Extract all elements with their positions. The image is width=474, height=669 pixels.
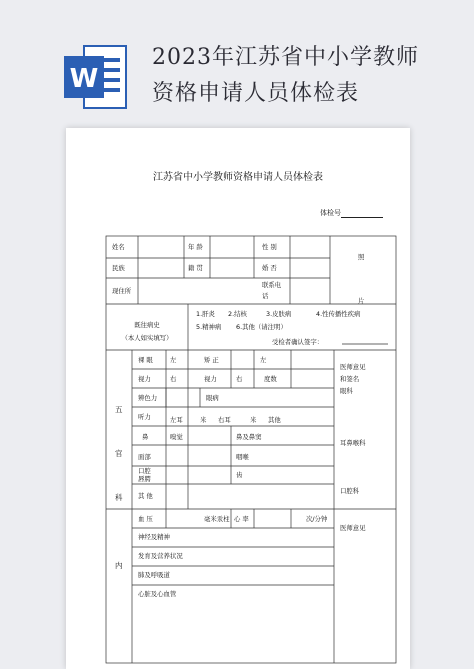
history-other: 6.其他（请注明） <box>236 323 287 331</box>
vision-label-2: 视力 <box>204 375 217 383</box>
hearing-other-label: 其他 <box>268 416 281 424</box>
age-label: 年 龄 <box>188 243 203 251</box>
color-vision-label: 辨色力 <box>138 394 158 402</box>
heart-label: 心脏及心血管 <box>138 590 177 598</box>
degree-label: 度数 <box>264 375 277 383</box>
heart-rate-label: 心 率 <box>234 515 249 523</box>
sinus-label: 鼻及鼻窦 <box>236 433 262 441</box>
vision-label: 视力 <box>138 375 151 383</box>
corrected-right-label: 右 <box>236 375 243 383</box>
ent-dept-label: 耳鼻喉科 <box>340 439 366 447</box>
document-page <box>66 128 410 669</box>
form-title: 江苏省中小学教师资格申请人员体检表 <box>153 172 323 183</box>
bp-label: 血 压 <box>138 515 153 523</box>
address-label: 现住所 <box>112 287 132 295</box>
signature-label: 受检者确认签字： <box>272 338 324 346</box>
right-ear-unit: 米 <box>250 416 257 424</box>
nose-label: 鼻 <box>142 433 149 441</box>
doctor-opinion-label: 医师意见 <box>340 363 366 371</box>
hearing-label: 听力 <box>138 413 151 421</box>
bp-unit: 毫米汞柱 <box>204 515 230 523</box>
senses-section-char-3: 科 <box>115 493 123 502</box>
dental-dept-label: 口腔科 <box>340 487 360 495</box>
naked-eye-label: 裸 眼 <box>138 356 153 364</box>
form-table-grid <box>66 128 410 669</box>
sex-label: 性 别 <box>262 243 277 251</box>
eye-disease-label: 眼病 <box>206 394 219 402</box>
internal-section-char: 内 <box>115 561 123 570</box>
corrected-label: 矫 正 <box>204 356 219 364</box>
throat-label: 咽喉 <box>236 453 249 461</box>
history-tb: 2.结核 <box>228 310 247 318</box>
internal-doctor-opinion: 医师意见 <box>340 524 366 532</box>
left-eye-label: 左 <box>170 356 177 364</box>
senses-section-char-1: 五 <box>115 405 123 414</box>
eye-dept-label: 眼科 <box>340 387 353 395</box>
lung-label: 肺及呼吸道 <box>138 571 170 579</box>
exam-number-label: 体检号 <box>320 209 341 217</box>
senses-section-char-2: 官 <box>115 449 123 458</box>
teeth-label: 齿 <box>236 471 243 479</box>
page-title-line-2: 资格申请人员体检表 <box>152 81 360 106</box>
history-skin: 3.皮肤病 <box>266 310 292 318</box>
history-std: 4.性传播性疾病 <box>316 310 361 318</box>
doctor-signature-label: 和签名 <box>340 375 360 383</box>
photo-label-1: 照 <box>358 253 365 261</box>
page-title-line-1: 2023年江苏省中小学教师 <box>152 45 419 70</box>
other-label: 其 他 <box>138 492 153 500</box>
marital-label: 婚 否 <box>262 264 277 272</box>
left-ear-unit: 米 <box>200 416 207 424</box>
smell-label: 嗅觉 <box>170 433 183 441</box>
contact-label: 联系电话 <box>262 281 282 300</box>
corrected-left-label: 左 <box>260 356 267 364</box>
ethnicity-label: 民族 <box>112 264 125 272</box>
native-place-label: 籍 贯 <box>188 264 203 272</box>
face-label: 面部 <box>138 453 151 461</box>
right-eye-label: 右 <box>170 375 177 383</box>
photo-label-2: 片 <box>358 297 365 305</box>
history-mental: 5.精神病 <box>196 323 222 331</box>
word-document-icon <box>62 42 128 112</box>
heart-rate-unit: 次/分钟 <box>306 515 328 523</box>
history-note: （本人如实填写） <box>121 334 173 342</box>
neuro-label: 神经及精神 <box>138 533 170 541</box>
history-label: 既往病史 <box>134 321 160 329</box>
lip-label: 唇腭 <box>138 475 151 483</box>
history-hepatitis: 1.肝炎 <box>196 310 215 318</box>
word-logo-letter: W <box>69 64 99 94</box>
name-label: 姓名 <box>112 243 125 251</box>
right-ear-label: 右耳 <box>218 416 231 424</box>
mouth-label: 口腔 <box>138 467 151 475</box>
left-ear-label: 左耳 <box>170 416 183 424</box>
nutrition-label: 发育及营养状况 <box>138 552 183 560</box>
